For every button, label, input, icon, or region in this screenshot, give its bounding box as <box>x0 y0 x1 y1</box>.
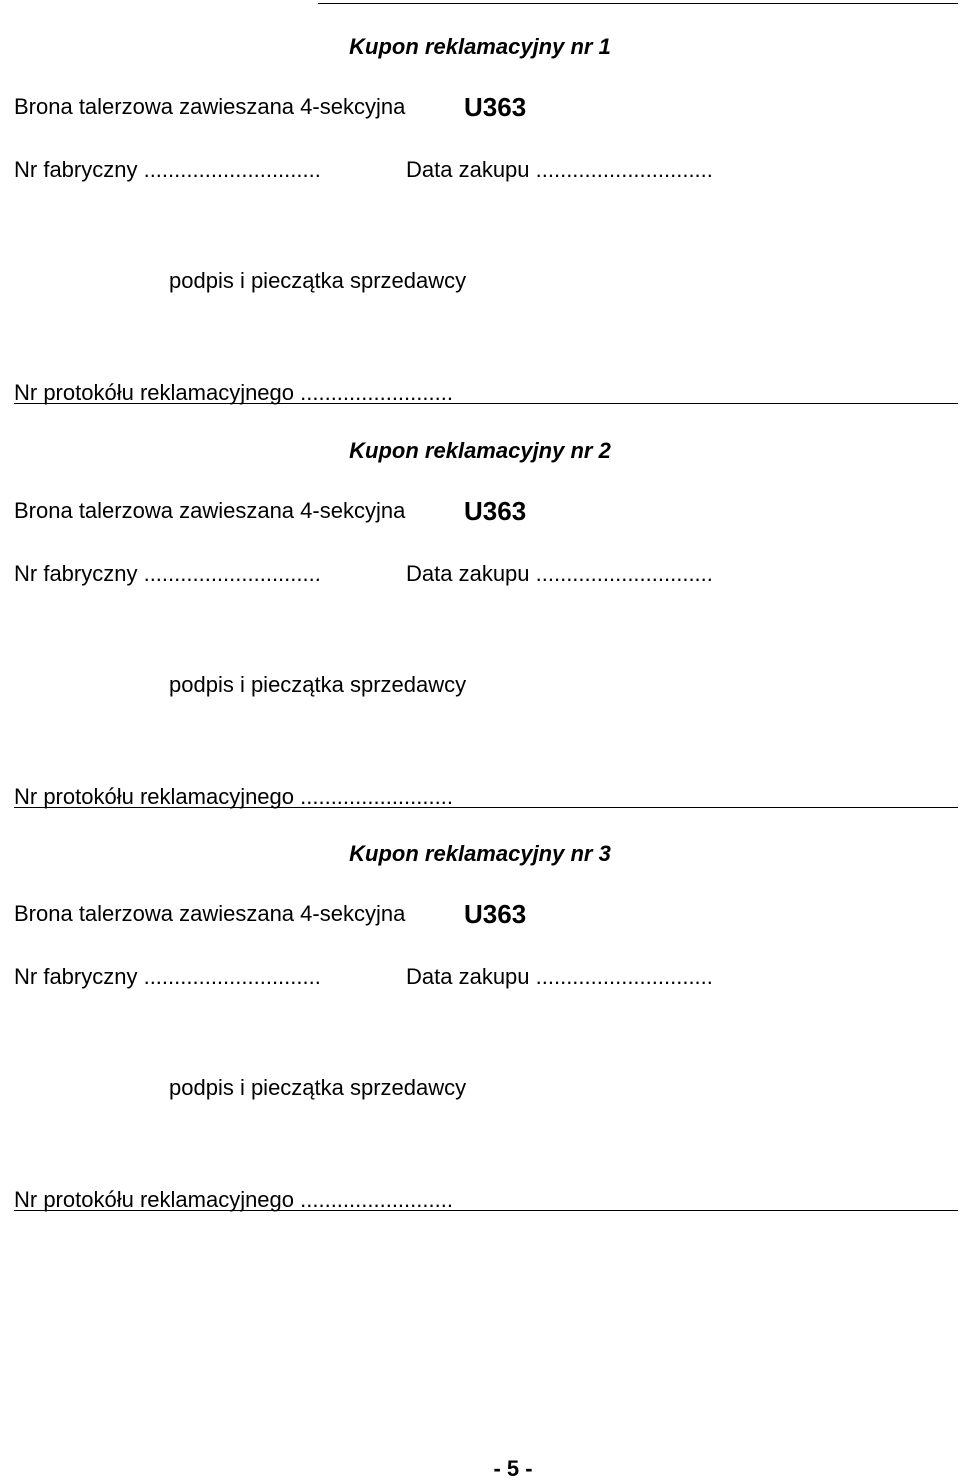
serial-number-field: Nr fabryczny ............................. <box>14 157 321 182</box>
serial-number-field: Nr fabryczny ............................. <box>14 561 321 586</box>
cut-line <box>14 1210 958 1211</box>
coupon-3 <box>0 807 960 1211</box>
coupon-title: Kupon reklamacyjny nr 3 <box>349 841 611 866</box>
coupon-2 <box>0 404 960 808</box>
seller-signature-label: podpis i pieczątka sprzedawcy <box>169 268 467 293</box>
complaint-protocol-field: Nr protokółu reklamacyjnego ......................... <box>14 380 453 405</box>
product-model: U363 <box>464 92 527 122</box>
product-model: U363 <box>464 496 527 526</box>
complaint-protocol-field: Nr protokółu reklamacyjnego ......................... <box>14 1187 453 1212</box>
coupon-title: Kupon reklamacyjny nr 1 <box>349 34 611 59</box>
purchase-date-field: Data zakupu ............................. <box>406 561 713 586</box>
coupon-title: Kupon reklamacyjny nr 2 <box>349 438 611 463</box>
seller-signature-label: podpis i pieczątka sprzedawcy <box>169 1075 467 1100</box>
product-name: Brona talerzowa zawieszana 4-sekcyjna <box>14 94 406 119</box>
purchase-date-field: Data zakupu ............................. <box>406 157 713 182</box>
page-number: - 5 - <box>493 1456 533 1481</box>
purchase-date-field: Data zakupu ............................. <box>406 964 713 989</box>
product-name: Brona talerzowa zawieszana 4-sekcyjna <box>14 901 406 926</box>
serial-number-field: Nr fabryczny ............................. <box>14 964 321 989</box>
product-name: Brona talerzowa zawieszana 4-sekcyjna <box>14 498 406 523</box>
seller-signature-label: podpis i pieczątka sprzedawcy <box>169 672 467 697</box>
complaint-protocol-field: Nr protokółu reklamacyjnego ......................... <box>14 784 453 809</box>
coupon-1 <box>0 0 960 404</box>
product-model: U363 <box>464 899 527 929</box>
